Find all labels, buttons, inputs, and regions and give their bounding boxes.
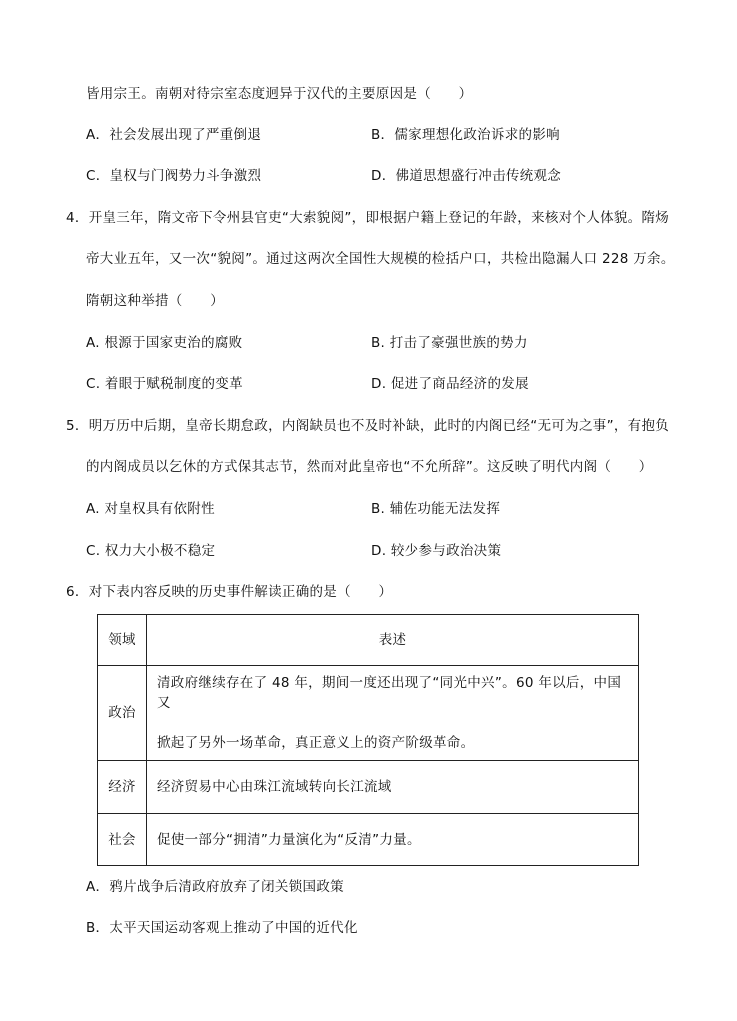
q4-option-d: D. 促进了商品经济的发展 [371,376,529,392]
table-cell-field: 社会 [98,814,147,866]
q5-option-a: A. 对皇权具有依附性 [86,501,215,517]
q6-option-a: A．鸦片战争后清政府放弃了闭关锁国政策 [86,879,344,895]
table-cell-field: 政治 [98,666,147,761]
table-cell-line: 掀起了另外一场革命，真正意义上的资产阶级革命。 [157,735,475,751]
q3-option-a: A．社会发展出现了严重倒退 [86,127,262,143]
q4-stem-line-2: 帝大业五年，又一次“貌阅”。通过这两次全国性大规模的检括户口，共检出隐漏人口 228 万余。 [86,251,675,267]
q4-stem-line-1: 4．开皇三年，隋文帝下令州县官吏“大索貌阅”，即根据户籍上登记的年龄，来核对个人体貌。隋炀 [66,210,670,226]
q5-option-c: C. 权力大小极不稳定 [86,543,216,559]
q3-option-d: D．佛道思想盛行冲击传统观念 [371,168,562,184]
q3-stem-tail: 皆用宗王。南朝对待宗室态度迥异于汉代的主要原因是（ ） [86,86,473,102]
q6-stem: 6．对下表内容反映的历史事件解读正确的是（ ） [66,584,393,600]
q5-option-d: D. 较少参与政治决策 [371,543,502,559]
q4-stem-line-3: 隋朝这种举措（ ） [86,293,224,309]
table-row [98,761,639,814]
q5-stem-line-1: 5．明万历中后期，皇帝长期怠政，内阁缺员也不及时补缺，此时的内阁已经“无可为之事”，有抱负 [66,418,670,434]
table-header-field: 领域 [98,615,147,666]
table-cell-field: 经济 [98,761,147,814]
table-row [98,814,639,866]
table-cell-description: 促使一部分“拥清”力量演化为“反清”力量。 [147,814,639,866]
table-cell-description [147,666,639,761]
q5-option-b: B. 辅佐功能无法发挥 [371,501,501,517]
q4-option-a: A. 根源于国家吏治的腐败 [86,335,243,351]
table-header-row [98,615,639,666]
q3-option-b: B．儒家理想化政治诉求的影响 [371,127,560,143]
q6-option-b: B．太平天国运动客观上推动了中国的近代化 [86,920,358,936]
q4-option-c: C. 着眼于赋税制度的变革 [86,376,243,392]
table-row [98,666,639,761]
table-cell-description: 经济贸易中心由珠江流域转向长江流域 [147,761,639,814]
q3-option-c: C．皇权与门阀势力斗争激烈 [86,168,262,184]
q6-table [97,614,639,866]
table-cell-line: 清政府继续存在了 48 年，期间一度还出现了“同光中兴”。60 年以后，中国又 [157,675,622,711]
table-header-description: 表述 [147,615,639,666]
q4-option-b: B. 打击了豪强世族的势力 [371,335,528,351]
q5-stem-line-2: 的内阁成员以乞休的方式保其志节，然而对此皇帝也“不允所辞”。这反映了明代内阁（ ） [86,459,653,475]
